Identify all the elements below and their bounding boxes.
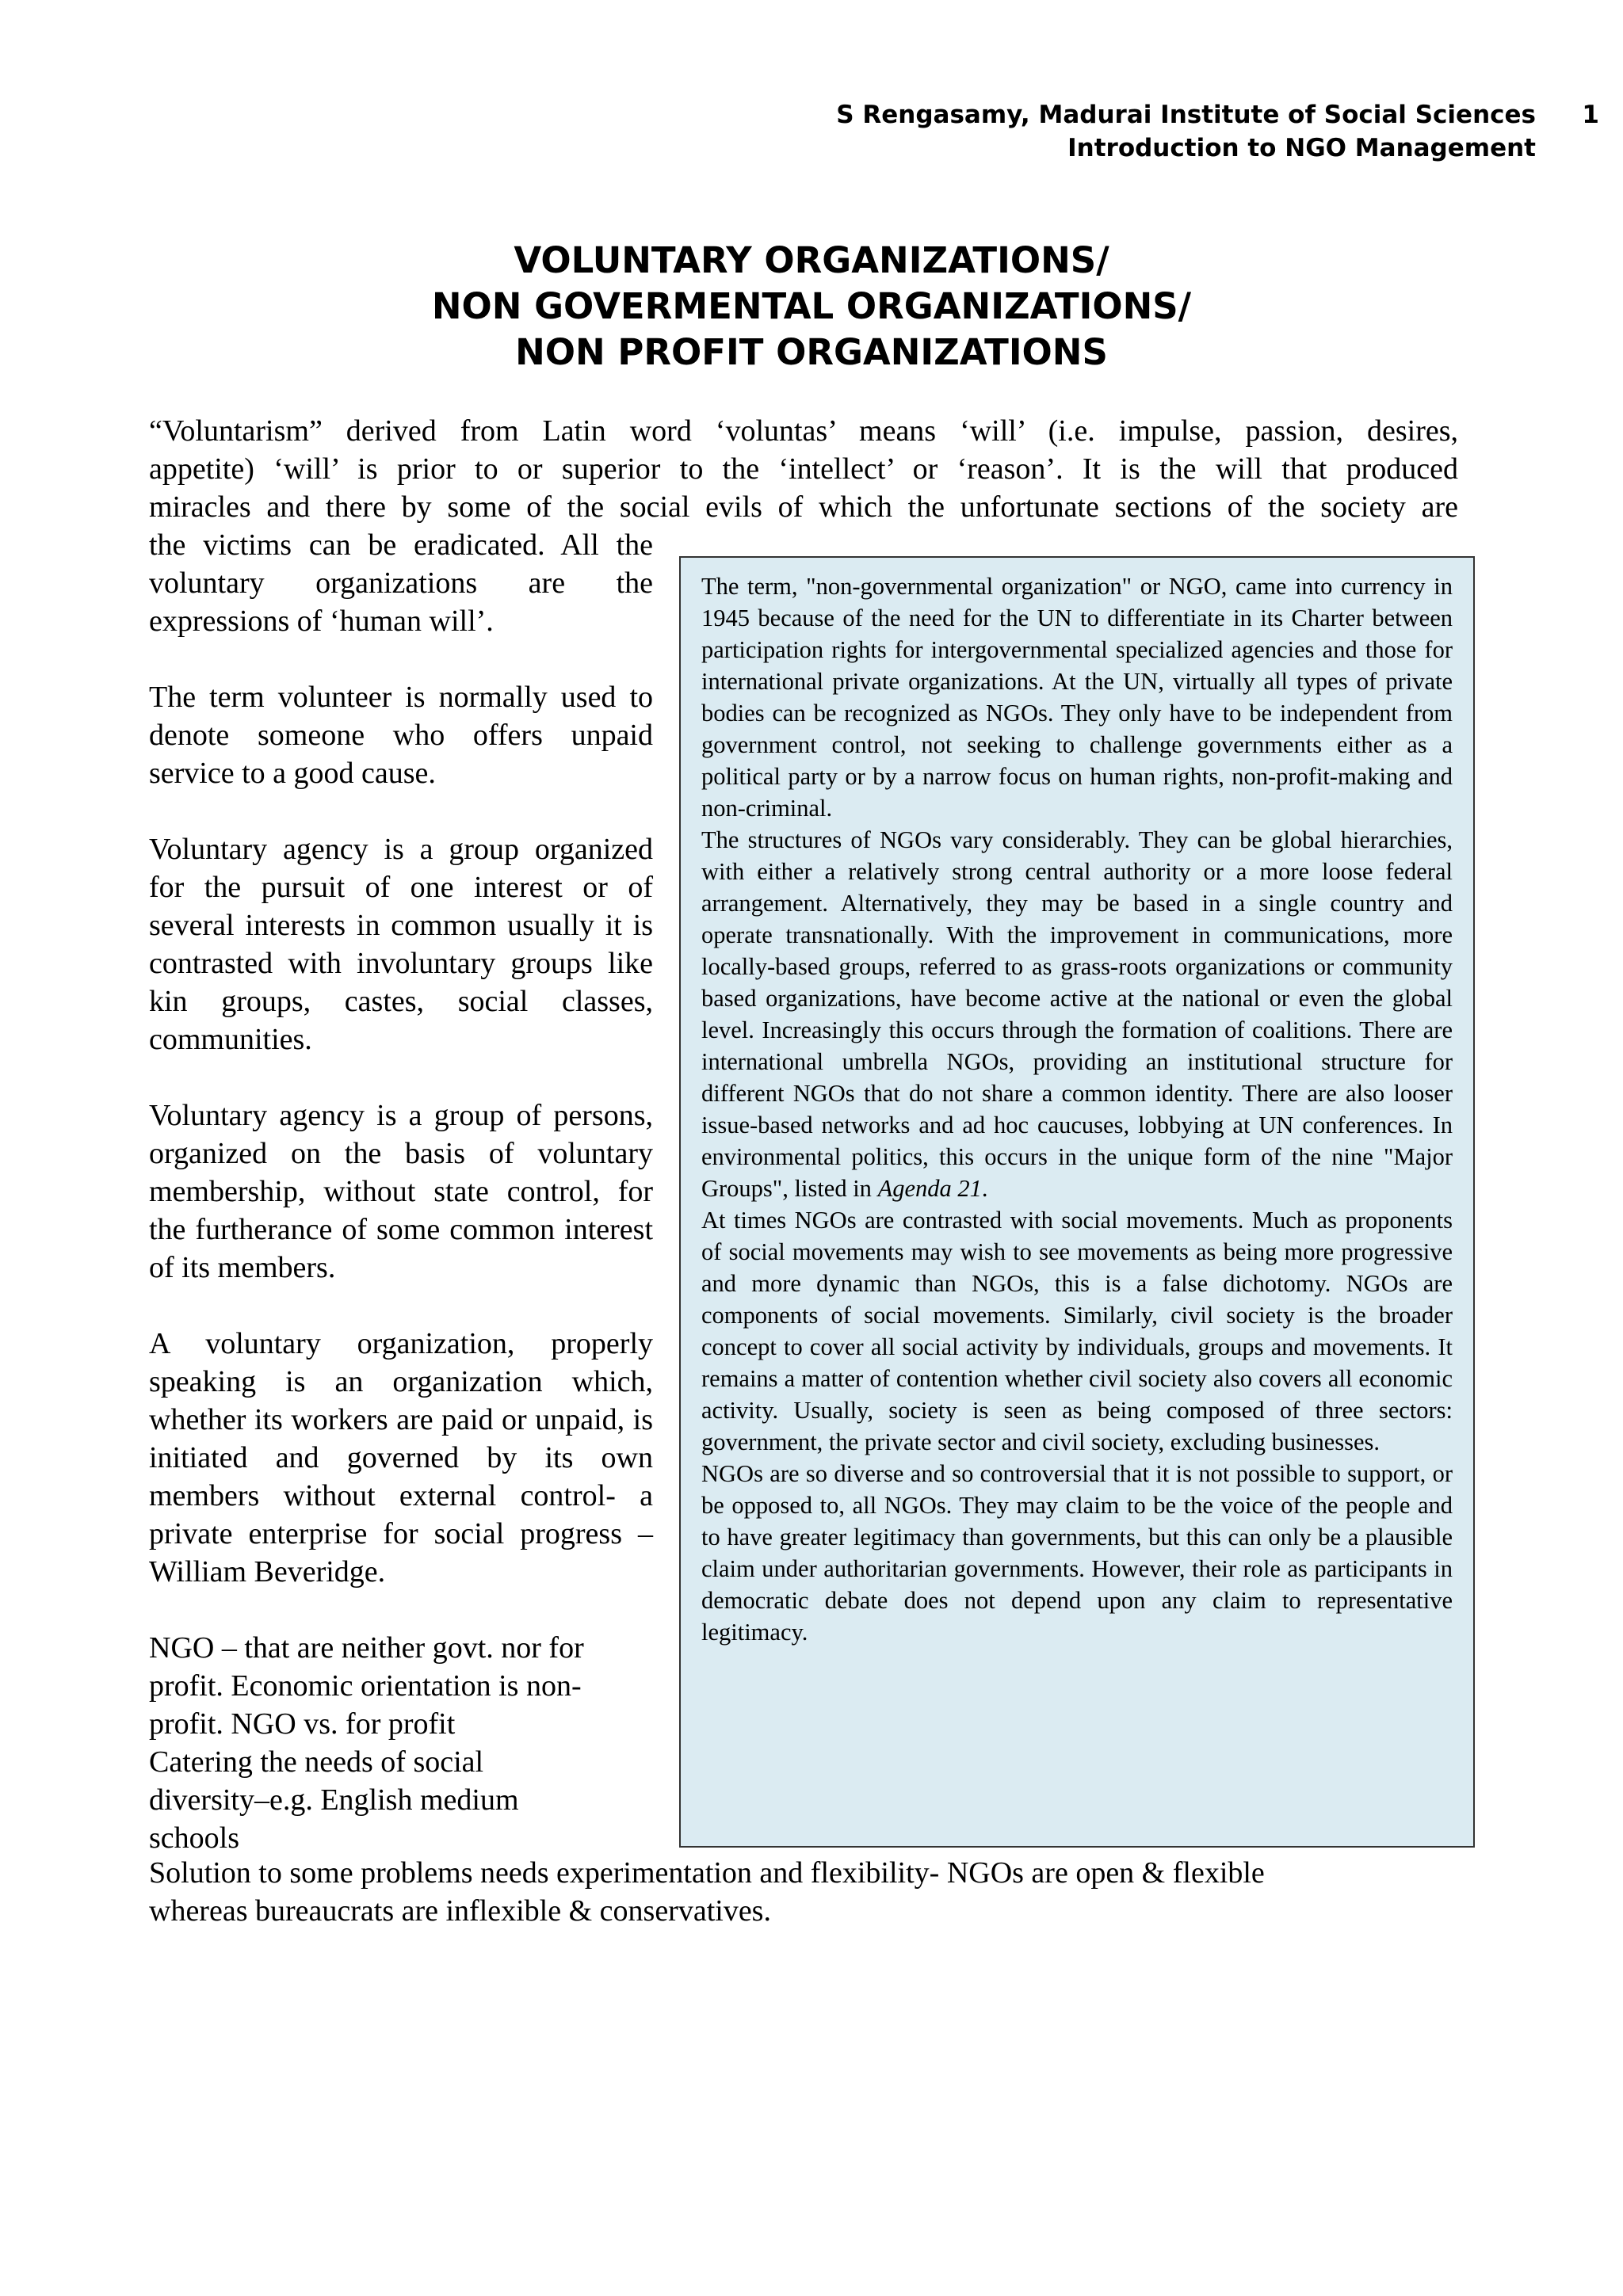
agency-definition-paragraph-2: Voluntary agency is a group of persons, organized on the basis of voluntary membership, without state control, for the furtherance of some common interest of its members.	[149, 1099, 653, 1284]
title-line-1: VOLUNTARY ORGANIZATIONS/	[514, 239, 1109, 281]
outro-paragraph	[149, 1854, 1458, 1930]
agenda-21-reference: Agenda 21	[877, 1175, 982, 1202]
agency-definition-paragraph-1: Voluntary agency is a group organized for the pursuit of one interest or of several interests in common usually it is contrasted with involuntary groups like kin groups, castes, social classes, communities.	[149, 833, 653, 1056]
ngo-notes-line-4: Catering the needs of social	[149, 1745, 484, 1779]
sidebar-paragraph-2	[701, 824, 1453, 1204]
ngo-notes-line-3: profit. NGO vs. for profit	[149, 1707, 456, 1741]
intro-paragraph	[149, 412, 1458, 526]
document-title	[0, 238, 1623, 376]
page-header	[836, 98, 1536, 165]
sidebar-paragraph-2-end: .	[981, 1175, 988, 1202]
ngo-sidebar-box	[679, 556, 1475, 1848]
sidebar-paragraph-4: NGOs are so diverse and so controversial that it is not possible to support, or be opposed to, all NGOs. They may claim to be the voice of the people and to have greater legitimacy than governments, but this can only be a plausible claim under authoritarian governments. However, their role as participants in democratic debate does not depend upon any claim to representative legitimacy.	[701, 1460, 1453, 1646]
beveridge-definition-paragraph: A voluntary organization, properly speaking is an organization which, whether its workers are paid or unpaid, is initiated and governed by its own members without external control- a private enterprise for social progress – William Beveridge.	[149, 1327, 653, 1589]
header-author-line: S Rengasamy, Madurai Institute of Social Sciences	[836, 101, 1536, 129]
page-number: 1	[1582, 101, 1599, 129]
title-line-2: NON GOVERMENTAL ORGANIZATIONS/	[431, 285, 1192, 327]
ngo-notes-line-1: NGO – that are neither govt. nor for	[149, 1631, 584, 1665]
intro-continued-paragraph: the victims can be eradicated. All the voluntary organizations are the expressions of ‘human will’.	[149, 528, 653, 638]
left-column	[149, 526, 653, 1857]
header-course-line: Introduction to NGO Management	[1067, 134, 1536, 162]
ngo-notes-line-5: diversity–e.g. English medium	[149, 1783, 519, 1817]
intro-line-1: “Voluntarism” derived from Latin word ‘voluntas’ means ‘will’ (i.e. impulse, passion, desires,	[149, 414, 1458, 448]
intro-line-2: appetite) ‘will’ is prior to or superior to the ‘intellect’ or ‘reason’. It is the will that produced	[149, 452, 1458, 486]
ngo-notes-line-2: profit. Economic orientation is non-	[149, 1669, 582, 1703]
sidebar-paragraph-2-text: The structures of NGOs vary considerably. They can be global hierarchies, with either a relatively strong central authority or a more loose federal arrangement. Alternatively, they may be based in a single country and operate transnationally. With the improvement in communications, more locally-based groups, referred to as grass-roots organizations or community based organizations, have become active at the national or even the global level. Increasingly this occurs through the formation of coalitions. There are international umbrella NGOs, providing an institutional structure for different NGOs that do not share a common identity. There are also looser issue-based networks and ad hoc caucuses, lobbying at UN conferences. In environmental politics, this occurs in the unique form of the nine "Major Groups", listed in	[701, 826, 1453, 1202]
intro-line-3: miracles and there by some of the social evils of which the unfortunate sections of the society are	[149, 490, 1458, 524]
ngo-notes-paragraph	[149, 1629, 653, 1857]
volunteer-definition-paragraph: The term volunteer is normally used to denote someone who offers unpaid service to a good cause.	[149, 681, 653, 790]
sidebar-paragraph-3: At times NGOs are contrasted with social movements. Much as proponents of social movements may wish to see movements as being more progressive and more dynamic than NGOs, this is a false dichotomy. NGOs are components of social movements. Similarly, civil society is the broader concept to cover all social activity by individuals, groups and movements. It remains a matter of contention whether civil society also covers all economic activity. Usually, society is seen as being composed of three sectors: government, the private sector and civil society, excluding businesses.	[701, 1207, 1453, 1455]
ngo-notes-line-6: schools	[149, 1821, 239, 1855]
sidebar-paragraph-1: The term, "non-governmental organization" or NGO, came into currency in 1945 because of the need for the UN to differentiate in its Charter between participation rights for intergovernmental specialized agencies and those for international private organizations. At the UN, virtually all types of private bodies can be recognized as NGOs. They only have to be independent from government control, not seeking to challenge governments either as a political party or by a narrow focus on human rights, non-profit-making and non-criminal.	[701, 573, 1453, 822]
title-line-3: NON PROFIT ORGANIZATIONS	[515, 331, 1108, 373]
outro-line-2: whereas bureaucrats are inflexible & conservatives.	[149, 1894, 771, 1928]
outro-line-1: Solution to some problems needs experimentation and flexibility- NGOs are open & flexible	[149, 1856, 1265, 1890]
